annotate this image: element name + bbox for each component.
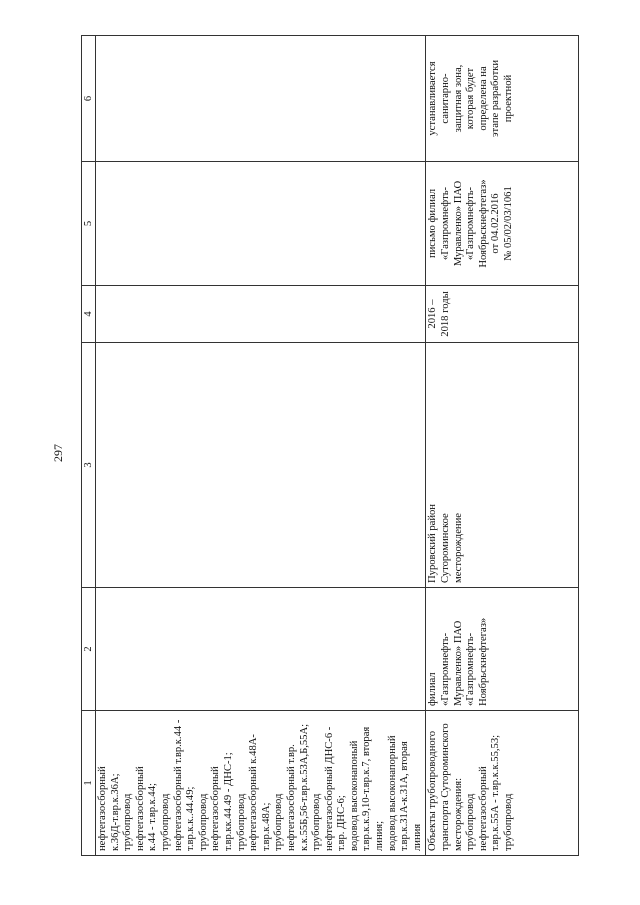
cell-line: нефтегазосборный — [134, 766, 146, 851]
cell-line: трубопровод — [159, 793, 171, 851]
rotated-table-wrapper — [81, 36, 579, 856]
cell-line: трубопровод — [503, 793, 514, 851]
header-col-3: 3 — [82, 343, 96, 588]
header-col-6: 6 — [82, 36, 96, 162]
cell-line: «Газпромнефть- — [465, 186, 477, 261]
main-col2-lines — [427, 592, 490, 706]
cell-empty-3 — [96, 343, 426, 588]
cell-line: 2018 годы — [440, 291, 452, 337]
cell-objects — [426, 711, 579, 856]
cell-line: устанавливается — [427, 61, 439, 136]
header-col-5: 5 — [82, 162, 96, 286]
cell-line: транспорта Сутороминского — [440, 723, 452, 851]
cell-line: трубопровод — [197, 793, 209, 851]
page-number: 297 — [51, 444, 65, 462]
header-row — [82, 36, 96, 856]
cell-line: к.36Д-т.вр.к.36А; — [109, 773, 121, 851]
cell-operator — [426, 588, 579, 711]
cell-empty-5 — [96, 162, 426, 286]
header-col-1: 1 — [82, 711, 96, 856]
objects-table — [81, 35, 579, 856]
cell-sanitary-zone — [426, 36, 579, 162]
cell-line: от 04.02.2016 — [490, 193, 502, 254]
cell-line: нефтегазосборный т.вр. — [285, 744, 297, 851]
cell-line: к.к.55Б,56-т.вр.к.53А,Б,55А; — [298, 723, 310, 851]
main-col5-lines — [427, 166, 515, 281]
cell-line: Муравленко» ПАО — [452, 180, 464, 267]
cell-line: т.вр.к.55А - т.вр.к.к.55,53; — [490, 734, 502, 851]
cell-line: трубопровод — [465, 793, 477, 851]
header-col-2: 2 — [82, 588, 96, 711]
cell-location — [426, 343, 579, 588]
cell-line: месторождение — [452, 513, 464, 583]
cell-empty-6 — [96, 36, 426, 162]
cell-line: т.вр.к.к.9,10-т.вр.к.7, вторая — [361, 726, 373, 851]
cell-line: трубопровод — [235, 793, 247, 851]
cell-line: Муравленко» ПАО — [452, 620, 464, 706]
cell-line: № 05/02/03/1061 — [503, 186, 514, 261]
cell-line: «Газпромнефть- — [440, 186, 452, 261]
cell-line: Ноябрьскнефтегаз» — [477, 617, 489, 706]
cell-line: т.вр.к.31А-к.31А, вторая — [399, 741, 411, 851]
cell-line: к.44 - т.вр.к.44; — [147, 783, 159, 851]
cell-line: «Газпромнефть- — [465, 632, 477, 706]
cell-line: т.вр.к.к..44.49; — [185, 786, 197, 851]
cell-empty-4 — [96, 286, 426, 343]
cell-line: Сутороминское — [440, 513, 452, 583]
table-row-continued — [96, 36, 426, 856]
cell-line: трубопровод — [122, 793, 134, 851]
cell-line: проектной — [503, 74, 514, 123]
cell-line: т.вр.кк.44.49 - ДНС-1; — [222, 752, 234, 851]
cell-line: нефтегазосборный — [210, 766, 222, 851]
main-col1-lines — [427, 715, 515, 851]
cell-line: месторождения: — [452, 777, 464, 851]
cell-line: т.вр.к.48А; — [260, 802, 272, 851]
cell-line: письмо филиал — [427, 188, 439, 259]
cell-line: водовод высоконапоный — [348, 740, 360, 851]
cell-line: нефтегазосборный к.48А- — [248, 734, 260, 851]
cell-line: нефтегазосборный — [97, 766, 108, 851]
cell-empty-2 — [96, 588, 426, 711]
cell-line: защитная зона, — [452, 64, 464, 133]
cell-line: трубопровод — [273, 793, 285, 851]
cell-line: нефтегазосборный т.вр.к.44 - — [172, 719, 184, 851]
cell-objects-continued — [96, 711, 426, 856]
cell-line: трубопровод — [311, 793, 323, 851]
cell-line: нефтегазосборный ДНС-6 - — [323, 726, 335, 851]
cell-line: линия; — [374, 820, 386, 851]
cell-line: Ноябрьскнефтегаз» — [477, 179, 489, 268]
cont-col1-lines — [97, 715, 424, 851]
cell-line: санитарно- — [440, 73, 452, 124]
cell-line: этапе разработки — [490, 59, 502, 138]
cell-line: 2016 – — [427, 299, 439, 329]
main-col3-lines — [427, 347, 465, 583]
cell-line: «Газпромнефть- — [440, 632, 452, 706]
cell-line: т.вр. ДНС-6; — [336, 795, 348, 851]
cell-line: водовод высоконапорный — [386, 735, 398, 851]
cell-letter — [426, 162, 579, 286]
main-col6-lines — [427, 40, 515, 157]
cell-years — [426, 286, 579, 343]
cell-line: филиал — [427, 672, 439, 706]
cell-line: которая будет — [465, 67, 477, 130]
cell-line: Пуровский район — [427, 504, 439, 583]
cell-line: определена на — [477, 66, 489, 131]
main-col4-lines — [427, 290, 452, 338]
cell-line: линия — [411, 823, 423, 851]
cell-line: Объекты трубопроводного — [427, 730, 439, 851]
cell-line: нефтегазосборный — [477, 766, 489, 851]
header-col-4: 4 — [82, 286, 96, 343]
table-row-main — [426, 36, 579, 856]
